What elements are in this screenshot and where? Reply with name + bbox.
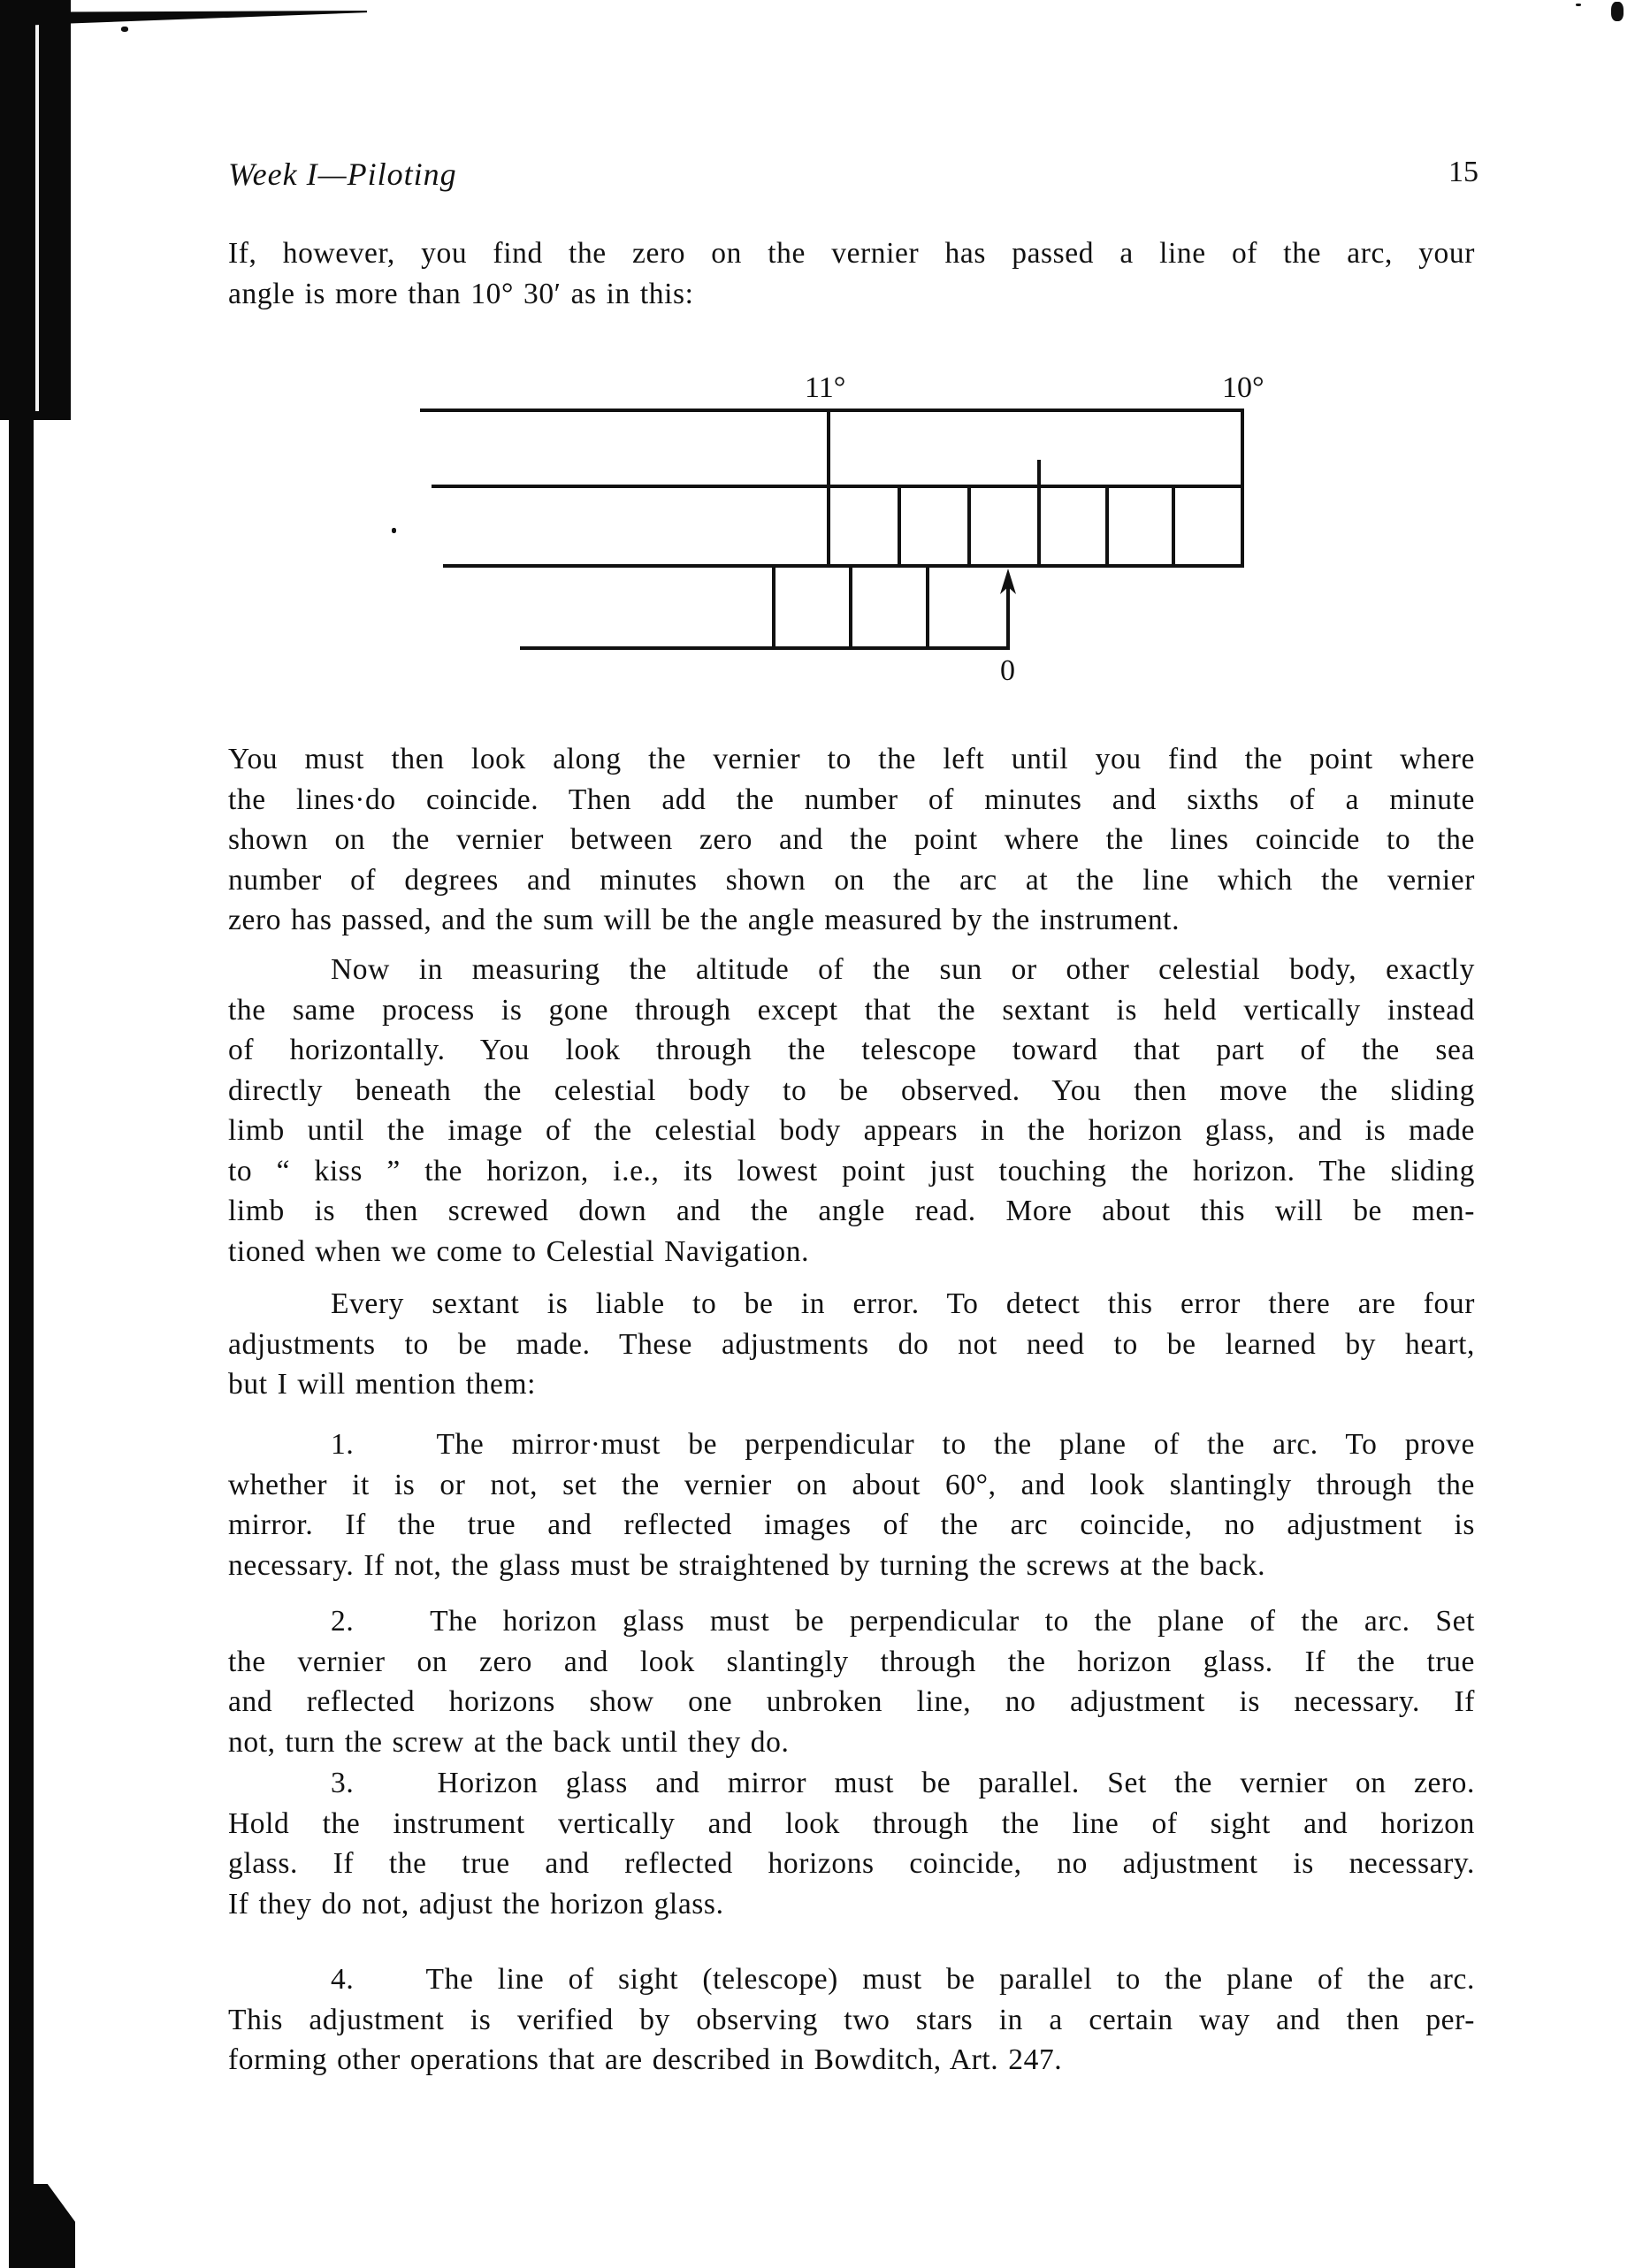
vernier-scale-drawing: [0, 0, 1635, 725]
text-line: tioned when we come to Celestial Navigation.: [228, 1234, 810, 1268]
text-line: 1. The mirror·must be perpendicular to the plane of the arc. To prove: [331, 1428, 1476, 1461]
running-head: Week I—Piloting: [228, 157, 457, 192]
paragraph-sextant-error: [228, 1284, 1475, 1405]
item-number: 4.: [331, 1963, 355, 1996]
text-line: If they do not, adjust the horizon glass.: [228, 1887, 724, 1921]
text-line: the vernier on zero and look slantingly through the horizon glass. If the true: [228, 1645, 1475, 1678]
text-line: of horizontally. You look through the telescope toward that part of the sea: [228, 1034, 1475, 1066]
text-line: number of degrees and minutes shown on the arc at the line which the vernier: [228, 863, 1475, 897]
item-number: 1.: [331, 1428, 355, 1461]
text-line: limb is then screwed down and the angle read. More about this will be men-: [228, 1195, 1475, 1227]
text-line: not, turn the screw at the back until they do.: [228, 1725, 790, 1759]
scan-speck: [392, 528, 396, 533]
text-line: necessary. If not, the glass must be straightened by turning the screws at the back.: [228, 1548, 1266, 1582]
scan-speck: [1611, 2, 1624, 21]
text-line: 3. Horizon glass and mirror must be parallel. Set the vernier on zero.: [331, 1767, 1475, 1799]
text-line: zero has passed, and the sum will be the angle measured by the instrument.: [228, 904, 1180, 936]
text-line: You must then look along the vernier to the left until you find the point where: [228, 743, 1475, 775]
text-line: mirror. If the true and reflected images of the arc coincide, no adjustment is: [228, 1508, 1475, 1541]
text-line: 2. The horizon glass must be perpendicular to the plane of the arc. Set: [331, 1605, 1475, 1638]
intro-paragraph: [228, 233, 1475, 314]
text-line: adjustments to be made. These adjustments do not need to be learned by heart,: [228, 1327, 1475, 1361]
text-line: but I will mention them:: [228, 1368, 537, 1401]
text-line: to “ kiss ” the horizon, i.e., its lowest point just touching the horizon. The sliding: [228, 1154, 1475, 1187]
text-line: Hold the instrument vertically and look through the line of sight and horizon: [228, 1806, 1475, 1840]
item-number: 2.: [331, 1605, 355, 1638]
page-header: [228, 156, 1478, 195]
scan-spine-shadow-lower: [9, 416, 34, 2268]
text-line: shown on the vernier between zero and the point where the lines coincide to the: [228, 823, 1475, 856]
scan-top-edge: [0, 11, 367, 27]
text-line: This adjustment is verified by observing two stars in a certain way and then per-: [228, 2003, 1475, 2036]
arc-label-11-degrees: 11°: [805, 371, 846, 404]
scan-spine-foot: [29, 2184, 75, 2268]
paragraph-measuring-altitude: [228, 950, 1475, 1271]
text-line: forming other operations that are described in Bowditch, Art. 247.: [228, 2043, 1063, 2076]
text-line: angle is more than 10° 30′ as in this:: [228, 277, 694, 310]
adjustment-item-2: [228, 1601, 1475, 1762]
scan-spine-crease: [35, 13, 39, 411]
arrow-up-icon: [1000, 569, 1016, 594]
adjustment-item-3: [228, 1763, 1475, 1924]
text-line: Every sextant is liable to be in error. To detect this error there are four: [331, 1287, 1475, 1320]
arc-label-10-degrees: 10°: [1222, 371, 1264, 404]
text-line: and reflected horizons show one unbroken line, no adjustment is necessary. If: [228, 1685, 1475, 1718]
vernier-diagram: [0, 0, 1635, 725]
text-line: whether it is or not, set the vernier on about 60°, and look slantingly through the: [228, 1468, 1475, 1501]
vernier-zero-label: 0: [1000, 654, 1015, 687]
text-line: the lines·do coincide. Then add the number of minutes and sixths of a minute: [228, 783, 1475, 816]
scan-speck: [121, 27, 128, 32]
item-number: 3.: [331, 1767, 355, 1799]
text-line: the same process is gone through except that the sextant is held vertically instead: [228, 993, 1475, 1027]
adjustment-item-4: [228, 1959, 1475, 2081]
adjustment-item-1: [228, 1424, 1475, 1585]
page-number: 15: [1448, 156, 1478, 188]
text-line: directly beneath the celestial body to be observed. You then move the sliding: [228, 1073, 1475, 1107]
scan-speck: [1576, 4, 1581, 6]
text-line: glass. If the true and reflected horizons coincide, no adjustment is necessary.: [228, 1847, 1475, 1880]
text-line: 4. The line of sight (telescope) must be parallel to the plane of the arc.: [331, 1963, 1476, 1996]
text-line: limb until the image of the celestial body appears in the horizon glass, and is made: [228, 1114, 1475, 1147]
paragraph-reading-vernier: [228, 739, 1475, 941]
text-line: Now in measuring the altitude of the sun or other celestial body, exactly: [331, 953, 1475, 986]
text-line: If, however, you find the zero on the vernier has passed a line of the arc, your: [228, 237, 1475, 270]
